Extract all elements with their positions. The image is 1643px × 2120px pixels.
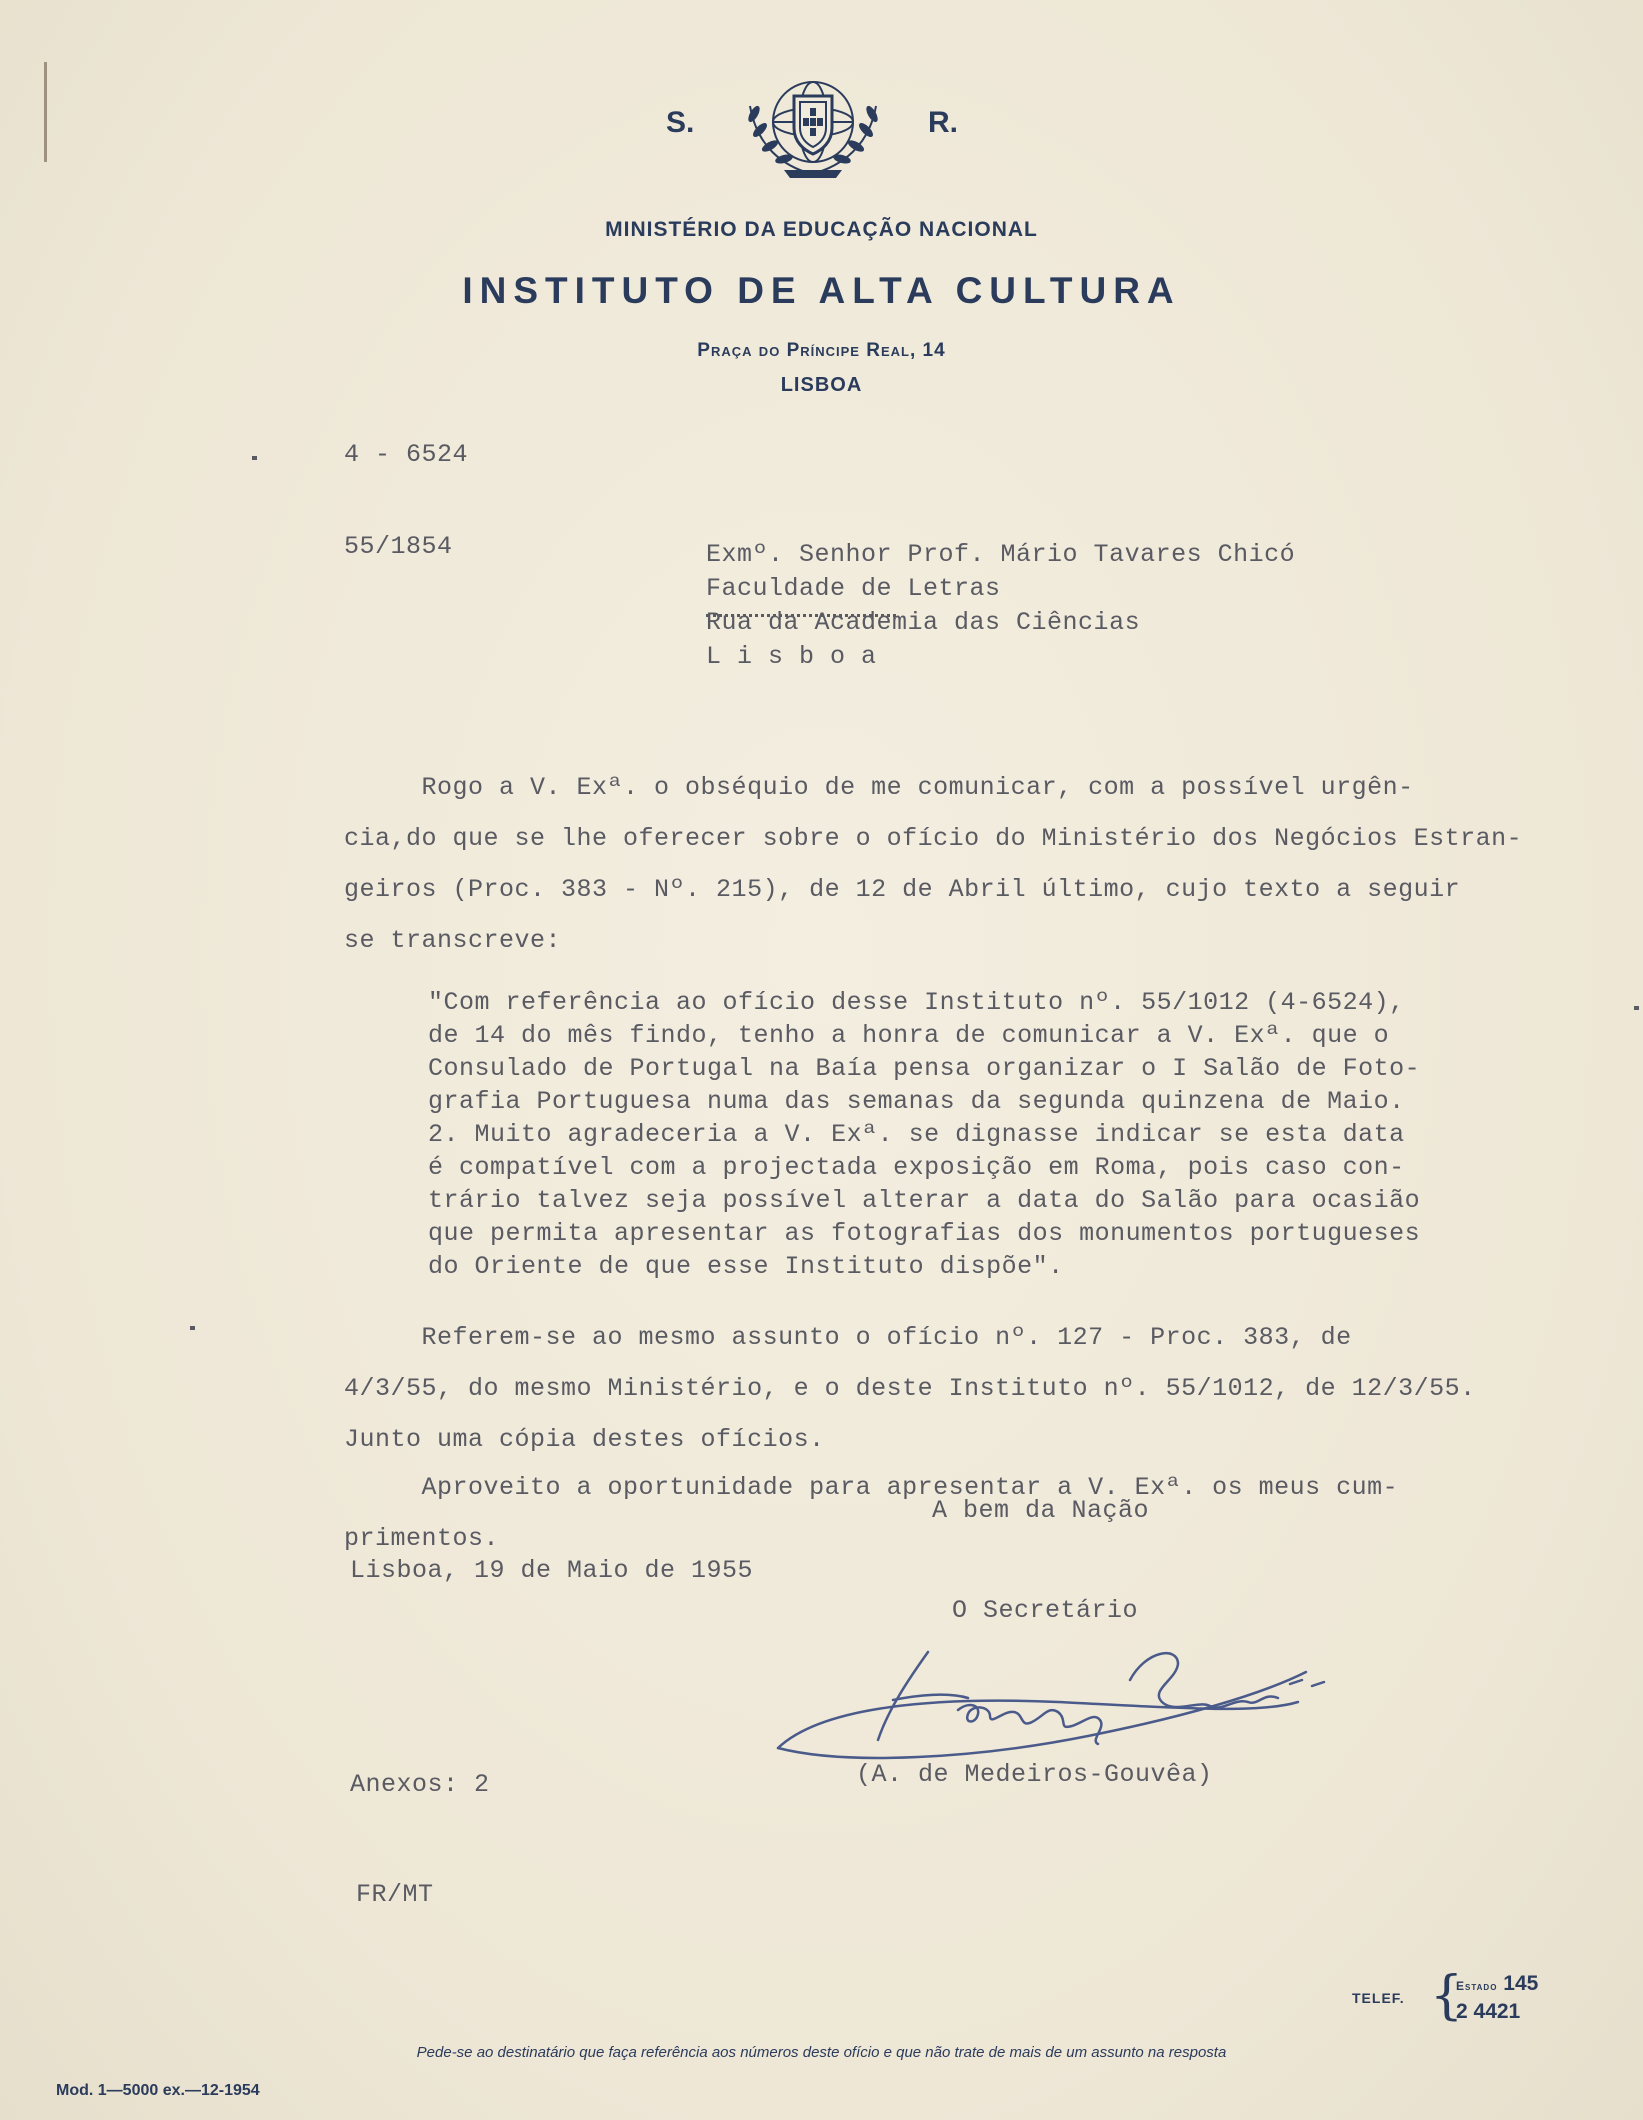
body-line: cia,do que se lhe oferecer sobre o ofício do Ministério dos Negócios Estran-	[344, 824, 1523, 853]
annex-count: Anexos: 2	[350, 1770, 490, 1799]
quote-line: 2. Muito agradeceria a V. Exª. se dignasse indicar se esta data	[428, 1120, 1405, 1149]
place-date: Lisboa, 19 de Maio de 1955	[350, 1556, 754, 1585]
margin-tick	[1634, 1006, 1639, 1010]
body-line: Rogo a V. Exª. o obséquio de me comunicar, com a possível urgên-	[344, 773, 1414, 802]
telephone-line-1-number: 145	[1503, 1972, 1539, 1995]
quote-line: trário talvez seja possível alterar a data do Salão para ocasião	[428, 1186, 1421, 1215]
recipient-line: Faculdade de Letras	[706, 574, 1001, 603]
signatory-title: O Secretário	[952, 1596, 1139, 1625]
paper-edge-mark	[44, 62, 47, 162]
margin-tick	[252, 456, 257, 460]
recipient-block	[706, 480, 1295, 732]
brace-icon: {	[1430, 1966, 1464, 2026]
body-line: Referem-se ao mesmo assunto o ofício nº. 127 - Proc. 383, de	[344, 1323, 1352, 1352]
process-number: 4 - 6524	[344, 440, 469, 469]
quote-line: grafia Portuguesa numa das semanas da segunda quinzena de Maio.	[428, 1087, 1405, 1116]
form-model-info: Mod. 1—5000 ex.—12-1954	[56, 2082, 260, 2099]
quote-line: Consulado de Portugal na Baía pensa organizar o I Salão de Foto-	[428, 1054, 1421, 1083]
ministry-name: MINISTÉRIO DA EDUCAÇÃO NACIONAL	[605, 218, 1038, 241]
body-paragraph-3	[344, 1404, 1398, 1622]
quote-line: do Oriente de que esse Instituto dispõe".	[428, 1252, 1064, 1281]
telephone-line-2: 2 4421	[1456, 2000, 1521, 2023]
recipient-line: Exmº. Senhor Prof. Mário Tavares Chicó	[706, 540, 1296, 569]
quote-line: "Com referência ao ofício desse Instituto nº. 55/1012 (4-6524),	[428, 988, 1405, 1017]
institute-city: LISBOA	[780, 374, 863, 396]
document-number: 55/1854	[344, 532, 453, 561]
coat-of-arms-icon	[732, 66, 894, 182]
city-underline	[706, 614, 896, 617]
quote-line: de 14 do mês findo, tenho a honra de comunicar a V. Exª. que o	[428, 1021, 1390, 1050]
recipient-line: L i s b o a	[706, 642, 877, 671]
quote-line: é compatível com a projectada exposição em Roma, pois caso con-	[428, 1153, 1405, 1182]
quote-line: que permita apresentar as fotografias dos monumentos portugueses	[428, 1219, 1421, 1248]
footer-instruction: Pede-se ao destinatário que faça referência aos números deste ofício e que não trate de mais de um assunto na resposta	[416, 2044, 1227, 2061]
body-line: geiros (Proc. 383 - Nº. 215), de 12 de Abril último, cujo texto a seguir	[344, 875, 1461, 904]
telephone-line-1	[1456, 1972, 1538, 1996]
institute-name: INSTITUTO DE ALTA CULTURA	[462, 270, 1181, 311]
body-line: se transcreve:	[344, 926, 562, 955]
institute-address: Praça do Príncipe Real, 14	[697, 340, 946, 361]
body-line: 4/3/55, do mesmo Ministério, e o deste Instituto nº. 55/1012, de 12/3/55.	[344, 1374, 1476, 1403]
signatory-name: (A. de Medeiros-Gouvêa)	[856, 1760, 1213, 1789]
body-line: Aproveito a oportunidade para apresentar a V. Exª. os meus cum-	[344, 1473, 1399, 1502]
telephone-line-1-label: Estado	[1456, 1979, 1498, 1993]
closing-salutation: A bem da Nação	[932, 1496, 1150, 1525]
recipient-line: Rua da Academia das Ciências	[706, 608, 1141, 637]
handwritten-signature-icon	[758, 1640, 1328, 1780]
typist-initials: FR/MT	[356, 1880, 434, 1909]
letterhead-left-initial: S.	[666, 106, 695, 139]
margin-tick	[190, 1326, 195, 1330]
telephone-label: TELEF.	[1352, 1990, 1405, 2006]
body-line: primentos.	[344, 1524, 500, 1553]
body-line: Junto uma cópia destes ofícios.	[344, 1425, 825, 1454]
letterhead-right-initial: R.	[928, 106, 958, 139]
